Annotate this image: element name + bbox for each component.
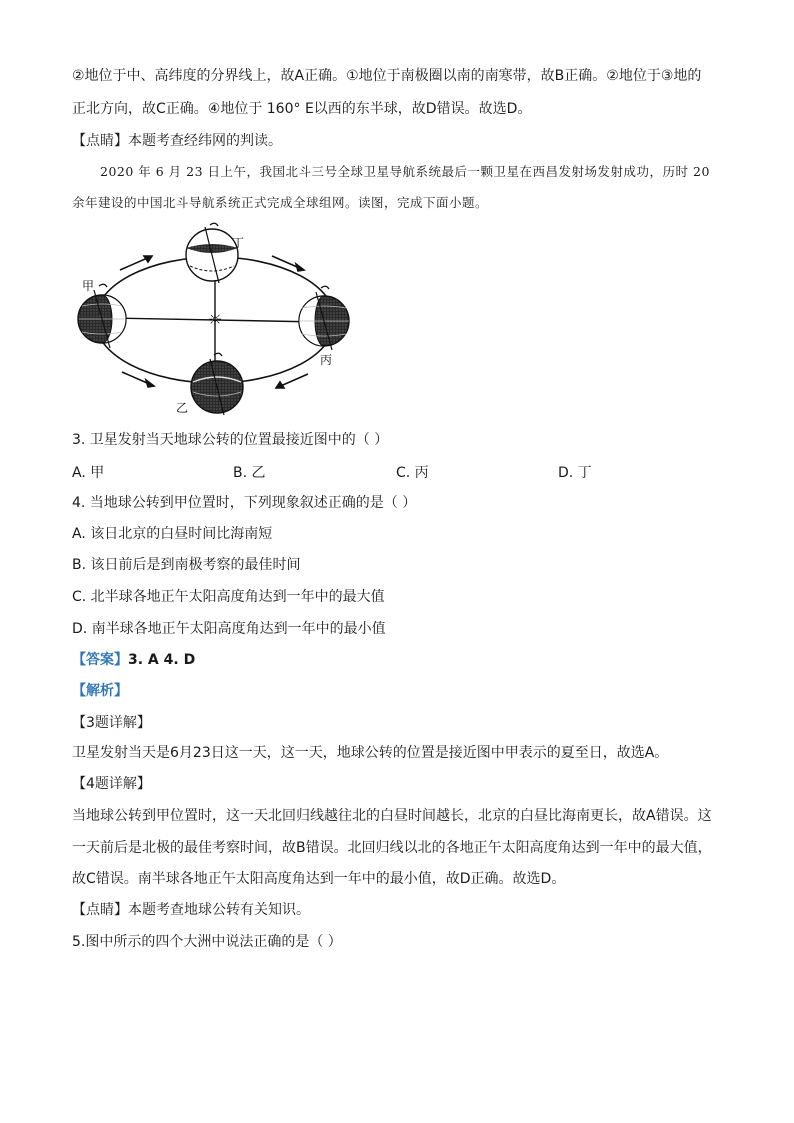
label-ding: 丁 — [232, 236, 245, 250]
q3-detail-tag: 【3题详解】 — [72, 715, 151, 731]
prev-analysis-line-1: ②地位于中、高纬度的分界线上，故A正确。①地位于南极圈以南的南寒带，故B正确。②地位于③地的 — [72, 68, 702, 84]
q5-stem: 5.图中所示的四个大洲中说法正确的是（ ） — [72, 934, 342, 950]
answer-text: 3. A 4. D — [128, 652, 196, 668]
label-bing: 丙 — [320, 353, 333, 367]
comment-2-text: 本题考查地球公转有关知识。 — [128, 902, 310, 918]
q3-option-b: B. 乙 — [233, 465, 266, 481]
comment-tag: 【点睛】 — [72, 133, 128, 149]
label-jia: 甲 — [82, 279, 95, 293]
passage-line-1: 2020 年 6 月 23 日上午，我国北斗三号全球卫星导航系统最后一颗卫星在西昌发射场发射成功，历时 20 — [100, 164, 710, 179]
passage-line-2: 余年建设的中国北斗导航系统正式完成全球组网。读图，完成下面小题。 — [72, 195, 489, 210]
answer-tag: 【答案】 — [72, 652, 128, 668]
comment-2-tag: 【点睛】 — [72, 902, 128, 918]
prev-analysis-line-2: 正北方向，故C正确。④地位于 160° E以西的东半球，故D错误。故选D。 — [72, 101, 532, 117]
comment-2 — [72, 900, 310, 920]
q4-stem: 4. 当地球公转到甲位置时，下列现象叙述正确的是（ ） — [72, 495, 417, 511]
comment-text: 本题考查经纬网的判读。 — [128, 133, 282, 149]
earth-ding — [186, 223, 238, 283]
q4-option-a: A. 该日北京的白昼时间比海南短 — [72, 526, 273, 542]
label-yi: 乙 — [176, 401, 189, 415]
q4-detail-line-3: 故C错误。南半球各地正午太阳高度角达到一年中的最小值，故D正确。故选D。 — [72, 871, 566, 887]
q4-detail-line-1: 当地球公转到甲位置时，这一天北回归线越往北的白昼时间越长，北京的白昼比海南更长，故A错误。这 — [72, 808, 712, 824]
q3-option-c: C. 丙 — [396, 465, 429, 481]
earth-jia — [78, 284, 126, 348]
earth-bing — [299, 286, 349, 350]
analysis-tag: 【解析】 — [72, 683, 128, 699]
q4-detail-line-2: 一天前后是北极的最佳考察时间，故B错误。北回归线以北的各地正午太阳高度角达到一年中的最大值， — [72, 840, 712, 856]
q4-detail-tag: 【4题详解】 — [72, 776, 151, 792]
q4-option-b: B. 该日前后是到南极考察的最佳时间 — [72, 557, 301, 573]
earth-yi — [191, 353, 243, 415]
q3-option-d: D. 丁 — [558, 465, 592, 481]
q3-detail-text: 卫星发射当天是6月23日这一天，这一天，地球公转的位置是接近图中甲表示的夏至日，故选A。 — [72, 745, 669, 761]
q3-option-a: A. 甲 — [72, 465, 105, 481]
prev-comment — [72, 131, 282, 151]
earth-orbit-svg — [72, 222, 362, 417]
q4-option-c: C. 北半球各地正午太阳高度角达到一年中的最大值 — [72, 589, 385, 605]
sun-icon: ☼ — [207, 310, 223, 329]
answer-line — [72, 650, 195, 670]
q3-stem: 3. 卫星发射当天地球公转的位置最接近图中的（ ） — [72, 432, 389, 448]
earth-revolution-diagram — [72, 222, 362, 417]
q4-option-d: D. 南半球各地正午太阳高度角达到一年中的最小值 — [72, 621, 386, 637]
